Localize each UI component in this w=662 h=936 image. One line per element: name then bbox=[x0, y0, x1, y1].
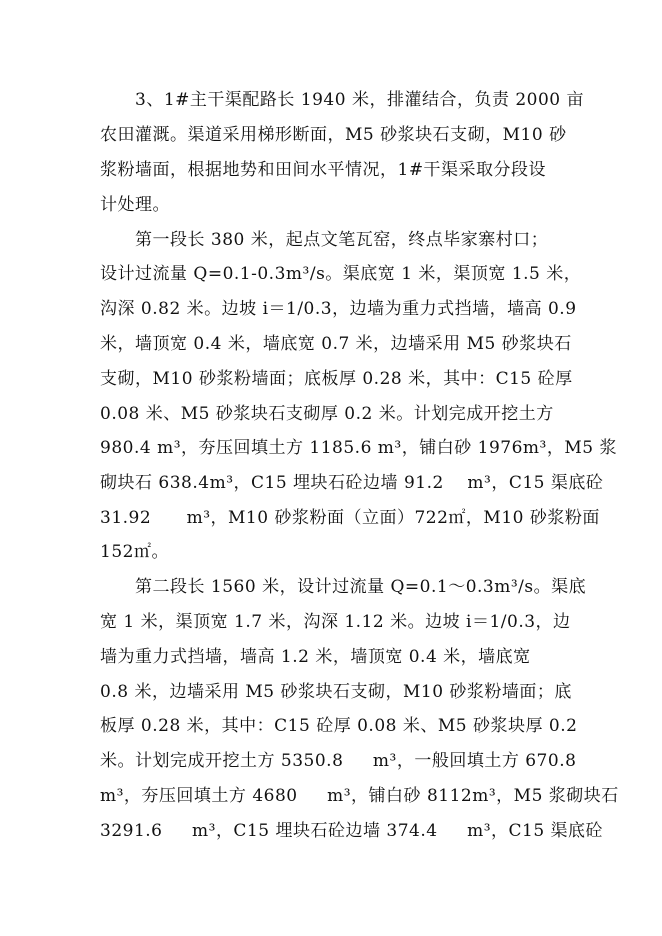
text-line-8: 米，墙顶宽 0.4 米，墙底宽 0.7 米，边墙采用 M5 砂浆块石 bbox=[100, 334, 572, 354]
text-line-16: 宽 1 米，渠顶宽 1.7 米，沟深 1.12 米。边坡 i＝1/0.3，边 bbox=[100, 612, 571, 632]
text-line-5: 第一段长 380 米，起点文笔瓦窑，终点毕家寨村口； bbox=[135, 230, 549, 250]
text-line-17: 墙为重力式挡墙，墙高 1.2 米，墙顶宽 0.4 米，墙底宽 bbox=[100, 647, 531, 667]
text-line-22: 3291.6 m³，C15 埋块石砼边墙 374.4 m³，C15 渠底砼 bbox=[100, 821, 604, 841]
text-line-13: 31.92 m³，M10 砂浆粉面（立面）722㎡，M10 砂浆粉面 bbox=[100, 508, 600, 528]
text-line-14: 152㎡。 bbox=[100, 542, 169, 562]
text-line-4: 计处理。 bbox=[100, 195, 170, 215]
text-line-15: 第二段长 1560 米，设计过流量 Q=0.1～0.3m³/s。渠底 bbox=[135, 577, 587, 597]
text-line-20: 米。计划完成开挖土方 5350.8 m³，一般回填土方 670.8 bbox=[100, 751, 577, 771]
text-line-12: 砌块石 638.4m³，C15 埋块石砼边墙 91.2 m³，C15 渠底砼 bbox=[100, 473, 604, 493]
text-line-18: 0.8 米，边墙采用 M5 砂浆块石支砌，M10 砂浆粉墙面；底 bbox=[100, 682, 572, 702]
text-line-19: 板厚 0.28 米，其中：C15 砼厚 0.08 米、M5 砂浆块厚 0.2 bbox=[100, 716, 578, 736]
text-line-11: 980.4 m³，夯压回填土方 1185.6 m³，铺白砂 1976m³，M5 浆 bbox=[100, 438, 617, 458]
text-line-10: 0.08 米、M5 砂浆块石支砌厚 0.2 米。计划完成开挖土方 bbox=[100, 404, 554, 424]
text-line-7: 沟深 0.82 米。边坡 i＝1/0.3，边墙为重力式挡墙，墙高 0.9 bbox=[100, 299, 577, 319]
text-line-6: 设计过流量 Q=0.1-0.3m³/s。渠底宽 1 米，渠顶宽 1.5 米， bbox=[100, 264, 582, 284]
text-line-2: 农田灌溉。渠道采用梯形断面，M5 砂浆块石支砌，M10 砂 bbox=[100, 125, 567, 145]
text-line-1: 3、1#主干渠配路长 1940 米，排灌结合，负责 2000 亩 bbox=[135, 90, 585, 110]
text-line-3: 浆粉墙面，根据地势和田间水平情况，1#干渠采取分段设 bbox=[100, 160, 547, 180]
text-line-9: 支砌，M10 砂浆粉墙面；底板厚 0.28 米，其中：C15 砼厚 bbox=[100, 369, 573, 389]
text-line-21: m³，夯压回填土方 4680 m³，铺白砂 8112m³，M5 浆砌块石 bbox=[100, 786, 619, 806]
